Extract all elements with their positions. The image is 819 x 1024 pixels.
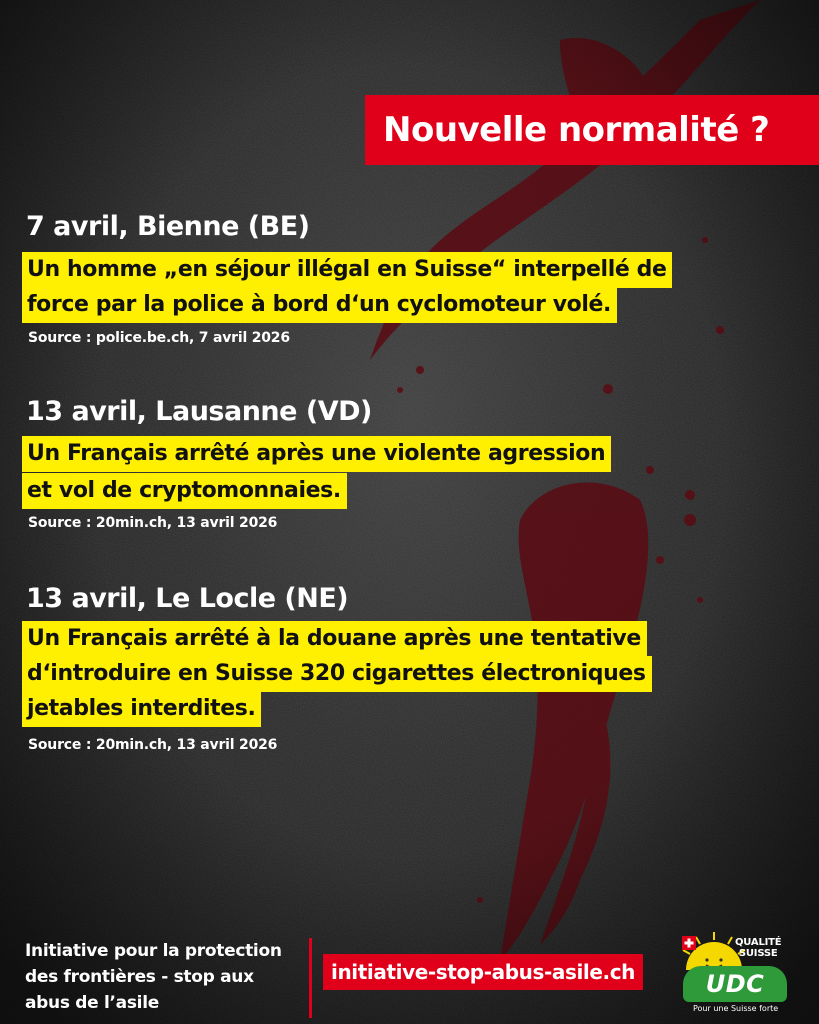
item-text-line: jetables interdites. [22,691,261,727]
initiative-line: Initiative pour la protection [25,941,282,961]
suisse-line: SUISSE [738,948,778,959]
swiss-flag-icon [682,936,696,950]
item-heading-bienne: 7 avril, Bienne (BE) [26,211,310,242]
item-text-line: Un homme „en séjour illégal en Suisse“ interpellé de [22,252,672,288]
initiative-website-link[interactable]: initiative-stop-abus-asile.ch [323,954,643,990]
item-source: Source : police.be.ch, 7 avril 2026 [28,330,290,346]
qualite-line: QUALITÉ [735,937,782,948]
qualite-suisse-label [735,937,781,959]
item-source: Source : 20min.ch, 13 avril 2026 [28,737,278,753]
item-text-line: Un Français arrêté à la douane après une tentative [22,621,647,657]
item-heading-le-locle: 13 avril, Le Locle (NE) [26,583,349,614]
initiative-line: des frontières - stop aux [25,967,254,987]
footer-divider [309,938,312,1018]
udc-wordmark: UDC [683,966,787,1002]
initiative-line: abus de l’asile [25,993,159,1013]
item-text-line: et vol de cryptomonnaies. [22,473,347,509]
item-text-line: Un Français arrêté après une violente agression [22,436,611,472]
page-title: Nouvelle normalité ? [383,110,770,150]
item-text-line: d‘introduire en Suisse 320 cigarettes électroniques [22,656,652,692]
item-heading-lausanne: 13 avril, Lausanne (VD) [26,396,372,427]
item-text-line: force par la police à bord d‘un cyclomoteur volé. [22,287,617,323]
initiative-name [25,938,282,1016]
logo-tagline: Pour une Suisse forte [693,1004,779,1013]
item-source: Source : 20min.ch, 13 avril 2026 [28,515,278,531]
